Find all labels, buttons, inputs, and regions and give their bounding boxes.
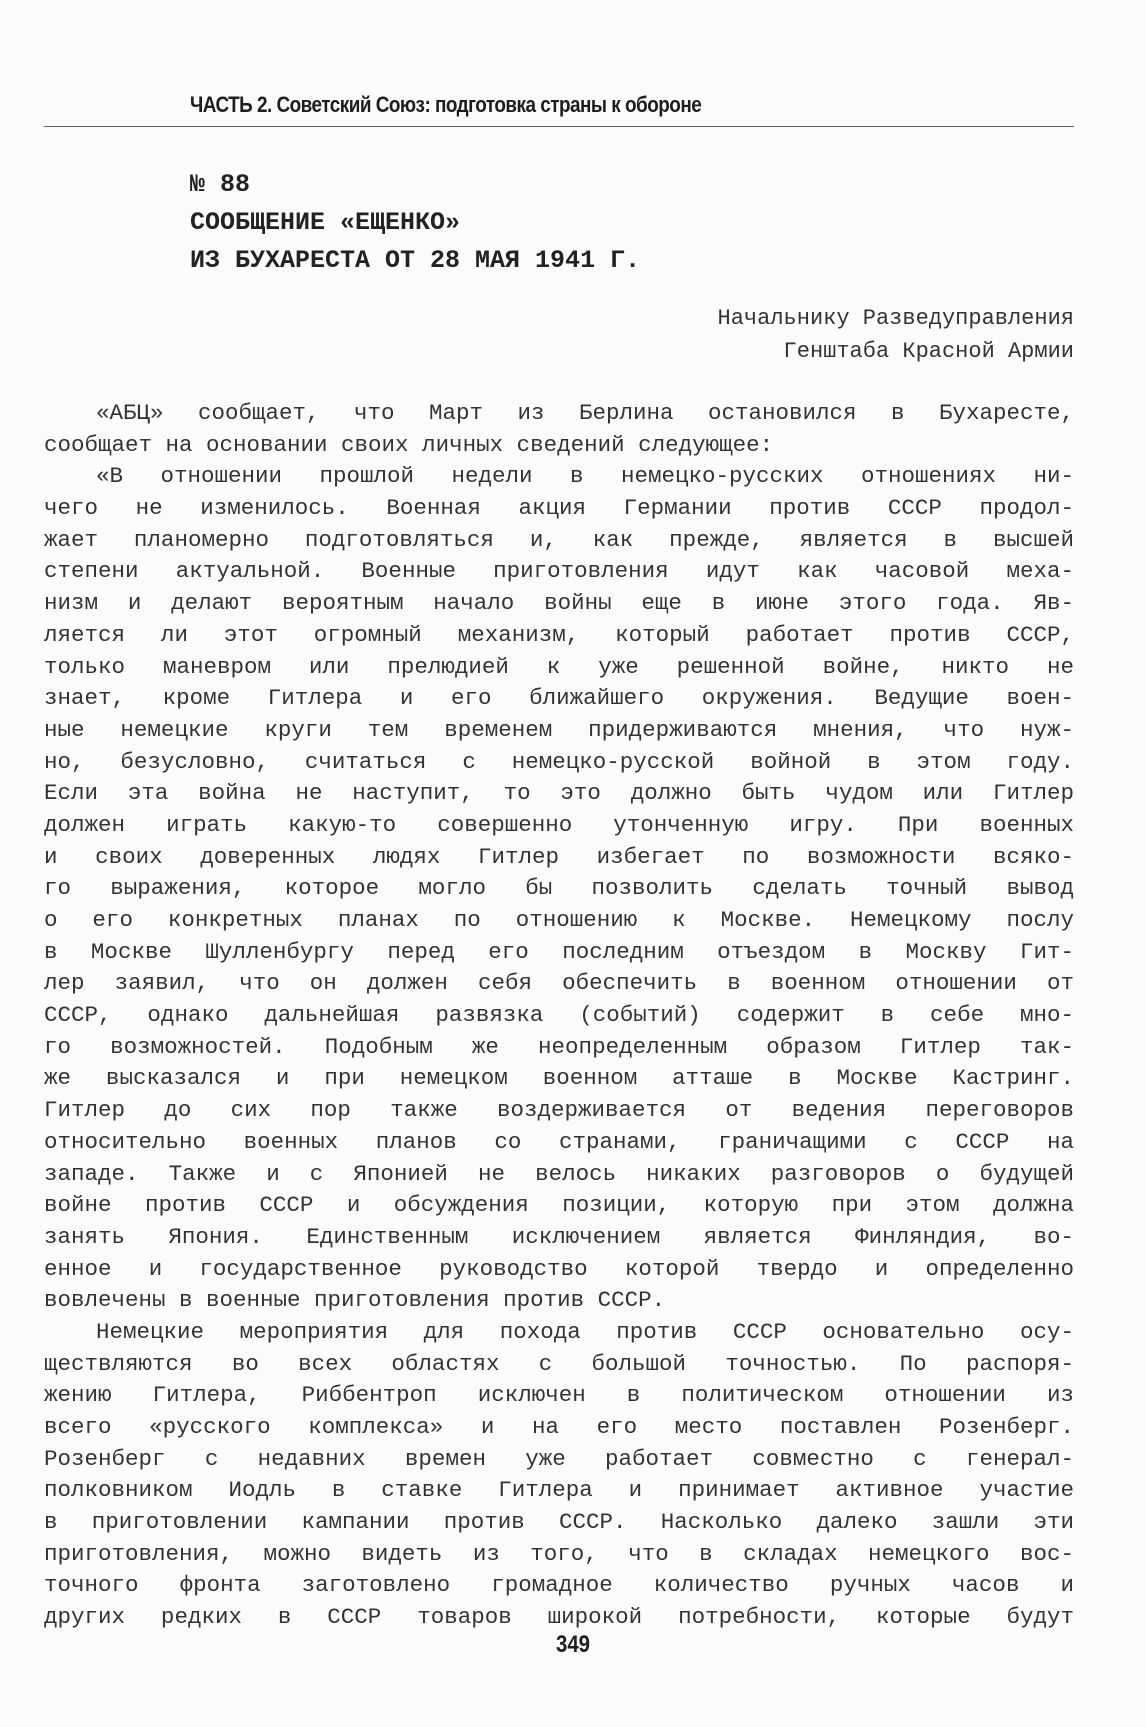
body-line: только маневром или прелюдией к уже решенной войне, никто не bbox=[44, 653, 1074, 680]
body-line: «АБЦ» сообщает, что Март из Берлина остановился в Бухаресте, bbox=[96, 400, 1074, 426]
document-title-line-1: СООБЩЕНИЕ «ЕЩЕНКО» bbox=[190, 208, 461, 237]
body-line: лер заявил, что он должен себя обеспечить в военном отношении от bbox=[44, 970, 1074, 997]
document-title-line-2: ИЗ БУХАРЕСТА ОТ 28 МАЯ 1941 Г. bbox=[190, 246, 641, 275]
body-line: должен играть какую-то совершенно утонченную игру. При военных bbox=[44, 811, 1074, 838]
body-line: чего не изменилось. Военная акция Германии против СССР продол- bbox=[44, 495, 1074, 522]
running-head: ЧАСТЬ 2. Советский Союз: подготовка страны к обороне bbox=[190, 92, 702, 117]
body-line: Если эта война не наступит, то это должно быть чудом или Гитлер bbox=[44, 780, 1074, 807]
addressee-line-1: Начальнику Разведуправления bbox=[717, 306, 1074, 331]
body-text bbox=[44, 398, 1074, 1634]
body-line: ляется ли этот огромный механизм, который работает против СССР, bbox=[44, 621, 1074, 648]
body-line: енное и государственное руководство которой твердо и определенно bbox=[44, 1255, 1074, 1282]
body-line: го возможностей. Подобным же неопределенным образом Гитлер так- bbox=[44, 1033, 1074, 1060]
body-line: полковником Иодль в ставке Гитлера и принимает активное участие bbox=[44, 1477, 1074, 1504]
page-number: 349 bbox=[555, 1631, 591, 1658]
body-line: ществляются во всех областях с большой точностью. По распоря- bbox=[44, 1350, 1074, 1377]
body-line: и своих доверенных людях Гитлер избегает по возможности всяко- bbox=[44, 843, 1074, 870]
body-line: же высказался и при немецком военном атташе в Москве Кастринг. bbox=[44, 1065, 1074, 1092]
body-line: ные немецкие круги тем временем придерживаются мнения, что нуж- bbox=[44, 716, 1074, 743]
body-line: «В отношении прошлой недели в немецко-русских отношениях ни- bbox=[96, 463, 1074, 490]
body-line: приготовления, можно видеть из того, что в складах немецкого вос- bbox=[44, 1540, 1074, 1567]
header-rule bbox=[44, 126, 1074, 127]
body-line: знает, кроме Гитлера и его ближайшего окружения. Ведущие воен- bbox=[44, 685, 1074, 712]
body-line: Розенберг с недавних времен уже работает совместно с генерал- bbox=[44, 1445, 1074, 1472]
body-line: занять Япония. Единственным исключением является Финляндия, во- bbox=[44, 1223, 1074, 1250]
body-line: жает планомерно подготовляться и, как прежде, является в высшей bbox=[44, 526, 1074, 553]
body-line: степени актуальной. Военные приготовления идут как часовой меха- bbox=[44, 558, 1074, 585]
body-line: точного фронта заготовлено громадное количество ручных часов и bbox=[44, 1572, 1074, 1599]
addressee-block bbox=[718, 302, 1074, 368]
body-line: других редких в СССР товаров широкой потребности, которые будут bbox=[44, 1604, 1074, 1631]
body-line: в приготовлении кампании против СССР. Насколько далеко зашли эти bbox=[44, 1509, 1074, 1536]
body-line: но, безусловно, считаться с немецко-русской войной в этом году. bbox=[44, 748, 1074, 775]
body-line: низм и делают вероятным начало войны еще в июне этого года. Яв- bbox=[44, 590, 1074, 617]
document-title bbox=[190, 166, 640, 280]
body-line: о его конкретных планах по отношению к Москве. Немецкому послу bbox=[44, 907, 1074, 933]
body-line: относительно военных планов со странами, граничащими с СССР на bbox=[44, 1128, 1074, 1155]
body-line: го выражения, которое могло бы позволить сделать точный вывод bbox=[44, 875, 1074, 902]
body-line: войне против СССР и обсуждения позиции, которую при этом должна bbox=[44, 1192, 1074, 1219]
body-line: в Москве Шулленбургу перед его последним отъездом в Москву Гит- bbox=[44, 938, 1074, 965]
body-line: вовлечены в военные приготовления против СССР. bbox=[44, 1287, 666, 1314]
body-line: западе. Также и с Японией не велось никаких разговоров о будущей bbox=[44, 1160, 1074, 1187]
document-number: № 88 bbox=[190, 170, 251, 199]
addressee-line-2: Генштаба Красной Армии bbox=[783, 339, 1074, 364]
body-line: сообщает на основании своих личных сведений следующее: bbox=[44, 431, 774, 458]
body-line: Немецкие мероприятия для похода против СССР основательно осу- bbox=[96, 1318, 1074, 1345]
body-line: Гитлер до сих пор также воздерживается от ведения переговоров bbox=[44, 1097, 1074, 1124]
body-line: СССР, однако дальнейшая развязка (событий) содержит в себе мно- bbox=[44, 1002, 1074, 1029]
body-line: жению Гитлера, Риббентроп исключен в политическом отношении из bbox=[44, 1382, 1074, 1409]
body-line: всего «русского комплекса» и на его место поставлен Розенберг. bbox=[44, 1414, 1074, 1440]
